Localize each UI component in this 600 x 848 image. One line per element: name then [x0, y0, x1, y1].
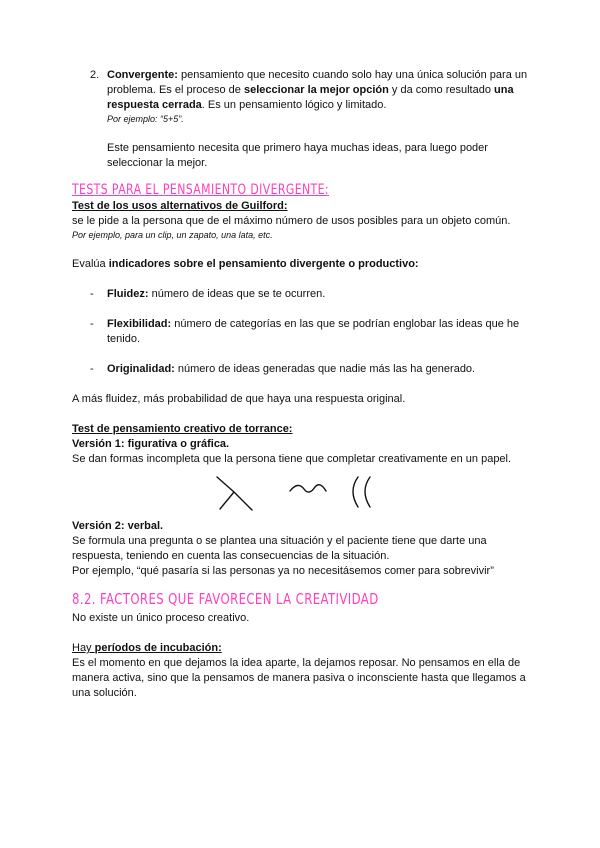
- convergente-text-1: pensamiento que necesito cuando solo hay una única solución para un problema. Es el proceso de: [107, 69, 528, 96]
- list-number: 2.: [90, 69, 100, 81]
- convergente-example: Por ejemplo: “5+5”.: [107, 114, 184, 124]
- tests-title: TESTS PARA EL PENSAMIENTO DIVERGENTE:: [72, 182, 329, 198]
- section-intro: No existe un único proceso creativo.: [72, 612, 250, 624]
- torrance-v1-title: Versión 1: figurativa o gráfica.: [72, 438, 230, 450]
- fluidez-term: Fluidez:: [107, 288, 149, 300]
- originalidad-term: Originalidad:: [107, 363, 175, 375]
- shape-parens-2: [365, 477, 370, 507]
- convergente-bold-1: seleccionar la mejor opción: [243, 84, 389, 96]
- incubacion-bold: períodos de incubación:: [94, 642, 222, 654]
- guilford-heading: Test de los usos alternativos de Guilford:: [72, 200, 288, 212]
- list-item-fluidez: [90, 287, 532, 302]
- torrance-heading: Test de pensamiento creativo de torrance:: [72, 423, 293, 435]
- shape-lambda: [217, 477, 252, 510]
- incomplete-shapes-figure: [212, 467, 392, 517]
- section-title: 8.2. FACTORES QUE FAVORECEN LA CREATIVIDAD: [72, 590, 379, 608]
- torrance-v2-title: Versión 2: verbal.: [72, 520, 164, 532]
- convergente-term: Convergente:: [107, 69, 178, 81]
- torrance-v2-example: Por ejemplo, “qué pasaría si las personas ya no necesitásemos comer para sobrevivir”: [72, 565, 494, 577]
- incubacion-heading: [72, 641, 532, 656]
- document-page: [72, 68, 532, 701]
- fluidez-text: [107, 287, 532, 302]
- indicadores-conclusion: A más fluidez, más probabilidad de que haya una respuesta original.: [72, 393, 406, 405]
- flexibilidad-term: Flexibilidad:: [107, 318, 172, 330]
- incubacion-hay: Hay: [72, 642, 95, 654]
- torrance-v1-text: Se dan formas incompleta que la persona tiene que completar creativamente en un papel.: [72, 453, 512, 465]
- dash-bullet: -: [90, 288, 94, 300]
- indicadores-intro: [72, 257, 532, 272]
- dash-bullet: -: [90, 318, 94, 330]
- incubacion-text: Es el momento en que dejamos la idea aparte, la dejamos reposar. No pensamos en ella de manera activa, sino que la pensamos de manera pasiva o inconsciente hasta que llegamos a una solución.: [72, 657, 526, 699]
- flexibilidad-text: [107, 317, 532, 347]
- fluidez-desc: número de ideas que se te ocurren.: [148, 288, 326, 300]
- convergente-text-2: y da como resultado: [388, 84, 495, 96]
- shape-parens-1: [353, 477, 358, 507]
- convergente-note: Este pensamiento necesita que primero haya muchas ideas, para luego poder seleccionar la mejor.: [107, 142, 488, 169]
- shape-wave: [290, 485, 326, 492]
- list-item-flexibilidad: [90, 317, 532, 347]
- list-item-convergente: [90, 68, 532, 171]
- originalidad-desc: número de ideas generadas que nadie más las ha generado.: [174, 363, 476, 375]
- guilford-text: se le pide a la persona que de el máximo número de usos posibles para un objeto común.: [72, 215, 511, 227]
- torrance-v2-text: Se formula una pregunta o se plantea una situación y el paciente tiene que darte una respuesta, teniendo en cuenta las consecuencias de la situación.: [72, 535, 487, 562]
- indicadores-bold: indicadores sobre el pensamiento divergente o productivo:: [108, 258, 419, 270]
- dash-bullet: -: [90, 363, 94, 375]
- list-item-originalidad: [90, 362, 532, 377]
- guilford-example: Por ejemplo, para un clip, un zapato, una lata, etc.: [72, 230, 273, 240]
- convergente-definition: [107, 68, 532, 113]
- originalidad-text: [107, 362, 532, 377]
- flexibilidad-desc: número de categorías en las que se podrían englobar las ideas que he tenido.: [107, 318, 520, 345]
- convergente-text-3: . Es un pensamiento lógico y limitado.: [201, 99, 387, 111]
- convergente-bold-2: una respuesta cerrada: [107, 84, 514, 111]
- indicadores-prefix: Evalúa: [72, 258, 109, 270]
